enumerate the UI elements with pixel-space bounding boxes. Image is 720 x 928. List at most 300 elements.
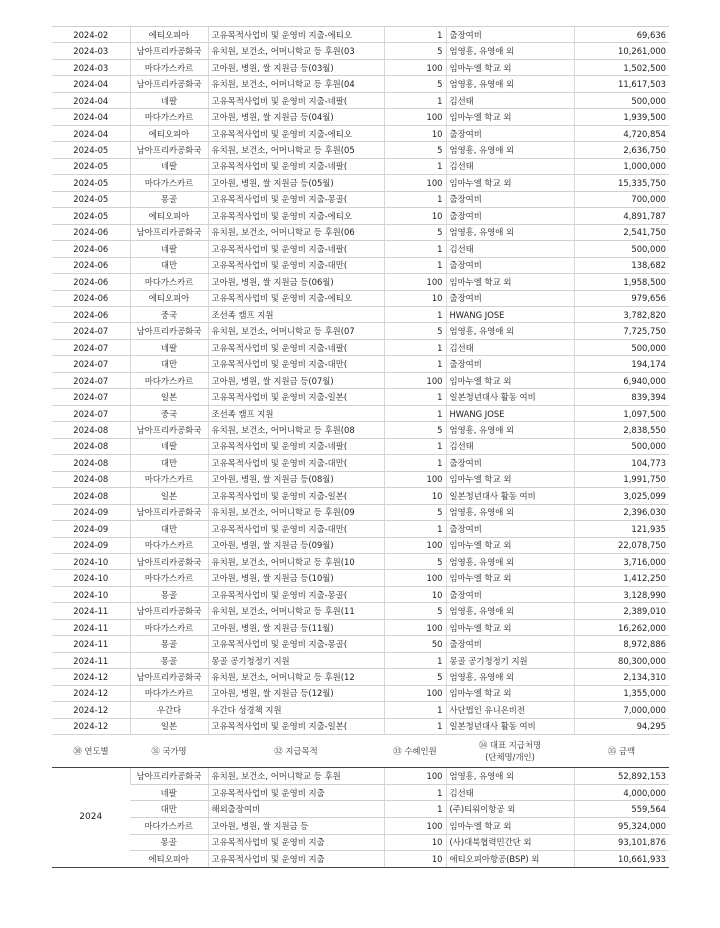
cell-amount: 3,716,000 (574, 554, 669, 570)
cell-month: 2024-04 (52, 125, 130, 141)
table-row (52, 603, 669, 619)
cell-beneficiaries: 100 (384, 175, 446, 191)
cell-amount: 2,134,310 (574, 669, 669, 685)
cell-month: 2024-10 (52, 554, 130, 570)
cell-purpose: 고유목적사업비 및 운영비 지출-네팔( (208, 339, 384, 355)
cell-month: 2024-06 (52, 290, 130, 306)
cell-purpose: 유치원, 보건소, 어머니학교 등 후원(08 (208, 422, 384, 438)
cell-country: 마다가스카르 (130, 685, 208, 701)
summary-recipient: 에티오피아항공(BSP) 외 (446, 851, 574, 868)
table-row (52, 257, 669, 273)
table-row (52, 125, 669, 141)
cell-beneficiaries: 1 (384, 652, 446, 668)
table-row (52, 422, 669, 438)
cell-country: 마다가스카르 (130, 59, 208, 75)
cell-recipient: 임마누엘 학교 외 (446, 372, 574, 388)
cell-purpose: 고유목적사업비 및 운영비 지출-일본( (208, 718, 384, 734)
cell-country: 에티오피아 (130, 290, 208, 306)
cell-purpose: 고아원, 병원, 쌀 지원금 등(08월) (208, 471, 384, 487)
summary-country: 몽골 (130, 834, 208, 851)
cell-beneficiaries: 1 (384, 339, 446, 355)
cell-purpose: 고유목적사업비 및 운영비 지출-일본( (208, 488, 384, 504)
table-row (52, 175, 669, 191)
cell-amount: 11,617,503 (574, 76, 669, 92)
cell-beneficiaries: 1 (384, 718, 446, 734)
header-recipient-line1: ㉞ 대표 지급처명 (478, 740, 542, 751)
cell-recipient: 출장여비 (446, 356, 574, 372)
cell-recipient: 임마누엘 학교 외 (446, 175, 574, 191)
cell-recipient: 사단법인 유니온비전 (446, 702, 574, 718)
summary-row (52, 801, 669, 818)
cell-amount: 1,991,750 (574, 471, 669, 487)
cell-purpose: 고아원, 병원, 쌀 지원금 등(05월) (208, 175, 384, 191)
cell-amount: 2,389,010 (574, 603, 669, 619)
cell-recipient: 임마누엘 학교 외 (446, 109, 574, 125)
cell-amount: 8,972,886 (574, 636, 669, 652)
table-row (52, 554, 669, 570)
summary-amount: 95,324,000 (574, 817, 669, 834)
cell-month: 2024-06 (52, 241, 130, 257)
cell-month: 2024-09 (52, 521, 130, 537)
cell-month: 2024-03 (52, 59, 130, 75)
cell-month: 2024-08 (52, 488, 130, 504)
cell-beneficiaries: 100 (384, 537, 446, 553)
cell-beneficiaries: 5 (384, 43, 446, 59)
cell-amount: 69,636 (574, 27, 669, 43)
cell-country: 남아프리카공화국 (130, 504, 208, 520)
cell-country: 남아프리카공화국 (130, 422, 208, 438)
summary-purpose: 고유목적사업비 및 운영비 지출 (208, 851, 384, 868)
cell-purpose: 유치원, 보건소, 어머니학교 등 후원(06 (208, 224, 384, 240)
table-row (52, 702, 669, 718)
cell-purpose: 고유목적사업비 및 운영비 지출-네팔( (208, 438, 384, 454)
cell-purpose: 고유목적사업비 및 운영비 지출-몽골( (208, 636, 384, 652)
cell-month: 2024-07 (52, 356, 130, 372)
cell-purpose: 고유목적사업비 및 운영비 지출-에티오 (208, 125, 384, 141)
cell-amount: 6,940,000 (574, 372, 669, 388)
cell-recipient: 출장여비 (446, 290, 574, 306)
table-row (52, 537, 669, 553)
summary-recipient: 임마누엘 학교 외 (446, 817, 574, 834)
cell-recipient: 엄영흥, 유영애 외 (446, 669, 574, 685)
cell-amount: 94,295 (574, 718, 669, 734)
cell-recipient: 엄영흥, 유영애 외 (446, 554, 574, 570)
cell-purpose: 유치원, 보건소, 어머니학교 등 후원(07 (208, 323, 384, 339)
cell-amount: 138,682 (574, 257, 669, 273)
table-row (52, 652, 669, 668)
cell-recipient: 임마누엘 학교 외 (446, 59, 574, 75)
cell-amount: 15,335,750 (574, 175, 669, 191)
summary-beneficiaries: 1 (384, 784, 446, 801)
summary-beneficiaries: 100 (384, 817, 446, 834)
cell-beneficiaries: 100 (384, 59, 446, 75)
cell-purpose: 고아원, 병원, 쌀 지원금 등(06월) (208, 274, 384, 290)
cell-amount: 1,412,250 (574, 570, 669, 586)
cell-month: 2024-07 (52, 339, 130, 355)
cell-amount: 194,174 (574, 356, 669, 372)
cell-recipient: 출장여비 (446, 636, 574, 652)
cell-beneficiaries: 1 (384, 438, 446, 454)
summary-purpose: 고유목적사업비 및 운영비 지출 (208, 784, 384, 801)
cell-purpose: 고유목적사업비 및 운영비 지출-네팔( (208, 92, 384, 108)
cell-beneficiaries: 1 (384, 356, 446, 372)
cell-amount: 979,656 (574, 290, 669, 306)
cell-country: 몽골 (130, 636, 208, 652)
cell-month: 2024-11 (52, 603, 130, 619)
cell-recipient: 임마누엘 학교 외 (446, 537, 574, 553)
cell-purpose: 고아원, 병원, 쌀 지원금 등(07월) (208, 372, 384, 388)
cell-purpose: 고아원, 병원, 쌀 지원금 등(09월) (208, 537, 384, 553)
table-row (52, 405, 669, 421)
cell-purpose: 고유목적사업비 및 운영비 지출-대만( (208, 356, 384, 372)
table-row (52, 191, 669, 207)
table-row (52, 521, 669, 537)
cell-beneficiaries: 100 (384, 570, 446, 586)
table-row (52, 43, 669, 59)
table-row (52, 389, 669, 405)
header-purpose: ㉜ 지급목적 (208, 735, 384, 768)
table-row (52, 27, 669, 43)
cell-country: 일본 (130, 389, 208, 405)
cell-recipient: 엄영흥, 유영애 외 (446, 76, 574, 92)
table-row (52, 685, 669, 701)
cell-purpose: 유치원, 보건소, 어머니학교 등 후원(04 (208, 76, 384, 92)
cell-amount: 2,541,750 (574, 224, 669, 240)
cell-purpose: 유치원, 보건소, 어머니학교 등 후원(09 (208, 504, 384, 520)
cell-country: 남아프리카공화국 (130, 142, 208, 158)
cell-purpose: 조선족 캠프 지원 (208, 306, 384, 322)
cell-beneficiaries: 5 (384, 76, 446, 92)
cell-amount: 839,394 (574, 389, 669, 405)
table-row (52, 619, 669, 635)
cell-beneficiaries: 1 (384, 92, 446, 108)
cell-amount: 500,000 (574, 92, 669, 108)
cell-recipient: 엄영흥, 유영애 외 (446, 422, 574, 438)
summary-country: 네팔 (130, 784, 208, 801)
cell-recipient: 출장여비 (446, 521, 574, 537)
cell-purpose: 고유목적사업비 및 운영비 지출-대만( (208, 257, 384, 273)
summary-amount: 93,101,876 (574, 834, 669, 851)
cell-country: 네팔 (130, 339, 208, 355)
cell-recipient: 출장여비 (446, 125, 574, 141)
cell-country: 대만 (130, 356, 208, 372)
cell-month: 2024-06 (52, 224, 130, 240)
cell-amount: 2,636,750 (574, 142, 669, 158)
table-row (52, 208, 669, 224)
cell-amount: 3,025,099 (574, 488, 669, 504)
cell-amount: 3,128,990 (574, 586, 669, 602)
cell-recipient: 엄영흥, 유영애 외 (446, 603, 574, 619)
cell-recipient: 출장여비 (446, 208, 574, 224)
cell-beneficiaries: 1 (384, 405, 446, 421)
cell-country: 네팔 (130, 241, 208, 257)
cell-recipient: 출장여비 (446, 257, 574, 273)
cell-beneficiaries: 10 (384, 208, 446, 224)
summary-rows (52, 768, 669, 868)
cell-purpose: 조선족 캠프 지원 (208, 405, 384, 421)
summary-amount: 559,564 (574, 801, 669, 818)
cell-month: 2024-05 (52, 191, 130, 207)
table-row (52, 504, 669, 520)
cell-recipient: 김선태 (446, 92, 574, 108)
cell-country: 중국 (130, 405, 208, 421)
cell-month: 2024-11 (52, 652, 130, 668)
summary-recipient: (주)티워이항공 외 (446, 801, 574, 818)
table-row (52, 109, 669, 125)
expenditure-table-container (52, 26, 669, 868)
cell-amount: 500,000 (574, 339, 669, 355)
cell-month: 2024-04 (52, 109, 130, 125)
table-row (52, 142, 669, 158)
cell-month: 2024-10 (52, 570, 130, 586)
detail-rows (52, 27, 669, 735)
cell-beneficiaries: 10 (384, 125, 446, 141)
summary-recipient: (사)대북협력민간단 외 (446, 834, 574, 851)
cell-month: 2024-12 (52, 669, 130, 685)
column-header (52, 735, 669, 768)
cell-recipient: 김선태 (446, 339, 574, 355)
cell-month: 2024-09 (52, 537, 130, 553)
cell-country: 마다가스카르 (130, 570, 208, 586)
cell-country: 대만 (130, 257, 208, 273)
cell-beneficiaries: 100 (384, 619, 446, 635)
cell-purpose: 고유목적사업비 및 운영비 지출-몽골( (208, 586, 384, 602)
cell-amount: 10,261,000 (574, 43, 669, 59)
cell-recipient: 출장여비 (446, 191, 574, 207)
cell-month: 2024-05 (52, 208, 130, 224)
cell-month: 2024-12 (52, 718, 130, 734)
cell-amount: 1,355,000 (574, 685, 669, 701)
cell-country: 남아프리카공화국 (130, 323, 208, 339)
cell-amount: 3,782,820 (574, 306, 669, 322)
summary-purpose: 고유목적사업비 및 운영비 지출 (208, 834, 384, 851)
cell-month: 2024-06 (52, 306, 130, 322)
cell-country: 에티오피아 (130, 125, 208, 141)
cell-amount: 80,300,000 (574, 652, 669, 668)
cell-amount: 700,000 (574, 191, 669, 207)
cell-country: 네팔 (130, 438, 208, 454)
cell-purpose: 고유목적사업비 및 운영비 지출-대만( (208, 455, 384, 471)
summary-recipient: 엄영흥, 유영애 외 (446, 768, 574, 785)
table-row (52, 636, 669, 652)
cell-purpose: 고유목적사업비 및 운영비 지출-네팔( (208, 158, 384, 174)
cell-beneficiaries: 50 (384, 636, 446, 652)
table-row (52, 570, 669, 586)
cell-month: 2024-04 (52, 76, 130, 92)
cell-country: 네팔 (130, 158, 208, 174)
cell-purpose: 고유목적사업비 및 운영비 지출-일본( (208, 389, 384, 405)
cell-amount: 1,097,500 (574, 405, 669, 421)
cell-amount: 4,720,854 (574, 125, 669, 141)
cell-amount: 121,935 (574, 521, 669, 537)
cell-month: 2024-10 (52, 586, 130, 602)
summary-beneficiaries: 10 (384, 851, 446, 868)
cell-recipient: 김선태 (446, 158, 574, 174)
header-row (52, 735, 669, 768)
cell-purpose: 고아원, 병원, 쌀 지원금 등(04월) (208, 109, 384, 125)
cell-beneficiaries: 1 (384, 191, 446, 207)
cell-recipient: 임마누엘 학교 외 (446, 274, 574, 290)
cell-country: 일본 (130, 488, 208, 504)
cell-recipient: 출장여비 (446, 455, 574, 471)
summary-beneficiaries: 1 (384, 801, 446, 818)
cell-country: 마다가스카르 (130, 471, 208, 487)
table-row (52, 586, 669, 602)
summary-country: 남아프리카공화국 (130, 768, 208, 785)
cell-beneficiaries: 1 (384, 702, 446, 718)
expenditure-table (52, 26, 669, 868)
summary-recipient: 김선태 (446, 784, 574, 801)
cell-amount: 1,000,000 (574, 158, 669, 174)
summary-year: 2024 (52, 768, 130, 868)
summary-amount: 52,892,153 (574, 768, 669, 785)
summary-row (52, 834, 669, 851)
cell-purpose: 유치원, 보건소, 어머니학교 등 후원(11 (208, 603, 384, 619)
cell-country: 남아프리카공화국 (130, 603, 208, 619)
cell-country: 에티오피아 (130, 208, 208, 224)
summary-beneficiaries: 100 (384, 768, 446, 785)
cell-beneficiaries: 1 (384, 389, 446, 405)
cell-amount: 7,000,000 (574, 702, 669, 718)
cell-purpose: 고아원, 병원, 쌀 지원금 등(11월) (208, 619, 384, 635)
cell-month: 2024-09 (52, 504, 130, 520)
cell-beneficiaries: 5 (384, 669, 446, 685)
summary-purpose: 해외출장여비 (208, 801, 384, 818)
header-recipient-line2: (단체명/개인) (485, 752, 535, 763)
cell-month: 2024-05 (52, 158, 130, 174)
cell-month: 2024-05 (52, 142, 130, 158)
summary-row (52, 817, 669, 834)
cell-beneficiaries: 5 (384, 603, 446, 619)
cell-beneficiaries: 100 (384, 109, 446, 125)
cell-recipient: 엄영흥, 유영애 외 (446, 142, 574, 158)
summary-row (52, 768, 669, 785)
cell-country: 몽골 (130, 652, 208, 668)
table-row (52, 92, 669, 108)
summary-beneficiaries: 10 (384, 834, 446, 851)
cell-country: 대만 (130, 455, 208, 471)
cell-month: 2024-06 (52, 274, 130, 290)
cell-country: 마다가스카르 (130, 175, 208, 191)
cell-purpose: 몽골 공기청정기 지원 (208, 652, 384, 668)
cell-purpose: 고아원, 병원, 쌀 지원금 등(10월) (208, 570, 384, 586)
cell-month: 2024-11 (52, 636, 130, 652)
cell-country: 남아프리카공화국 (130, 554, 208, 570)
cell-country: 남아프리카공화국 (130, 76, 208, 92)
cell-recipient: 일본청년대사 활동 여비 (446, 389, 574, 405)
summary-row (52, 784, 669, 801)
cell-purpose: 유치원, 보건소, 어머니학교 등 후원(03 (208, 43, 384, 59)
cell-recipient: HWANG JOSE (446, 306, 574, 322)
cell-purpose: 고유목적사업비 및 운영비 지출-대만( (208, 521, 384, 537)
table-row (52, 290, 669, 306)
cell-recipient: 엄영흥, 유영애 외 (446, 43, 574, 59)
header-recipient (446, 735, 574, 768)
cell-beneficiaries: 5 (384, 554, 446, 570)
table-row (52, 488, 669, 504)
table-row (52, 158, 669, 174)
cell-beneficiaries: 1 (384, 27, 446, 43)
cell-purpose: 유치원, 보건소, 어머니학교 등 후원(10 (208, 554, 384, 570)
cell-recipient: 출장여비 (446, 27, 574, 43)
cell-beneficiaries: 100 (384, 685, 446, 701)
cell-beneficiaries: 10 (384, 488, 446, 504)
cell-beneficiaries: 1 (384, 455, 446, 471)
summary-country: 마다가스카르 (130, 817, 208, 834)
cell-month: 2024-03 (52, 43, 130, 59)
table-row (52, 306, 669, 322)
cell-country: 에티오피아 (130, 27, 208, 43)
summary-amount: 4,000,000 (574, 784, 669, 801)
cell-country: 마다가스카르 (130, 372, 208, 388)
cell-amount: 2,396,030 (574, 504, 669, 520)
summary-purpose: 고아원, 병원, 쌀 지원금 등 (208, 817, 384, 834)
cell-recipient: 임마누엘 학교 외 (446, 685, 574, 701)
cell-country: 우간다 (130, 702, 208, 718)
summary-country: 에티오피아 (130, 851, 208, 868)
cell-amount: 500,000 (574, 241, 669, 257)
cell-month: 2024-04 (52, 92, 130, 108)
cell-beneficiaries: 10 (384, 586, 446, 602)
cell-amount: 4,891,787 (574, 208, 669, 224)
cell-beneficiaries: 100 (384, 274, 446, 290)
cell-month: 2024-07 (52, 405, 130, 421)
cell-country: 마다가스카르 (130, 274, 208, 290)
cell-month: 2024-06 (52, 257, 130, 273)
cell-beneficiaries: 100 (384, 471, 446, 487)
cell-amount: 500,000 (574, 438, 669, 454)
table-row (52, 224, 669, 240)
cell-recipient: 김선태 (446, 438, 574, 454)
table-row (52, 323, 669, 339)
cell-beneficiaries: 1 (384, 257, 446, 273)
cell-amount: 1,502,500 (574, 59, 669, 75)
cell-month: 2024-11 (52, 619, 130, 635)
cell-month: 2024-08 (52, 422, 130, 438)
cell-beneficiaries: 5 (384, 504, 446, 520)
cell-amount: 16,262,000 (574, 619, 669, 635)
cell-month: 2024-07 (52, 323, 130, 339)
cell-month: 2024-07 (52, 372, 130, 388)
header-year: ㉚ 연도별 (52, 735, 130, 768)
cell-country: 마다가스카르 (130, 619, 208, 635)
table-row (52, 59, 669, 75)
cell-month: 2024-08 (52, 471, 130, 487)
cell-country: 네팔 (130, 92, 208, 108)
cell-country: 남아프리카공화국 (130, 224, 208, 240)
summary-country: 대만 (130, 801, 208, 818)
cell-purpose: 유치원, 보건소, 어머니학교 등 후원(12 (208, 669, 384, 685)
cell-beneficiaries: 1 (384, 521, 446, 537)
cell-recipient: 엄영흥, 유영애 외 (446, 224, 574, 240)
table-row (52, 76, 669, 92)
cell-month: 2024-07 (52, 389, 130, 405)
cell-amount: 2,838,550 (574, 422, 669, 438)
cell-month: 2024-12 (52, 685, 130, 701)
cell-country: 남아프리카공화국 (130, 43, 208, 59)
table-row (52, 669, 669, 685)
cell-recipient: 몽골 공기청정기 지원 (446, 652, 574, 668)
table-row (52, 471, 669, 487)
table-row (52, 241, 669, 257)
cell-purpose: 고아원, 병원, 쌀 지원금 등(12월) (208, 685, 384, 701)
cell-recipient: 임마누엘 학교 외 (446, 570, 574, 586)
cell-purpose: 우간다 성경책 지원 (208, 702, 384, 718)
table-row (52, 718, 669, 734)
cell-recipient: 출장여비 (446, 586, 574, 602)
table-row (52, 372, 669, 388)
table-row (52, 356, 669, 372)
